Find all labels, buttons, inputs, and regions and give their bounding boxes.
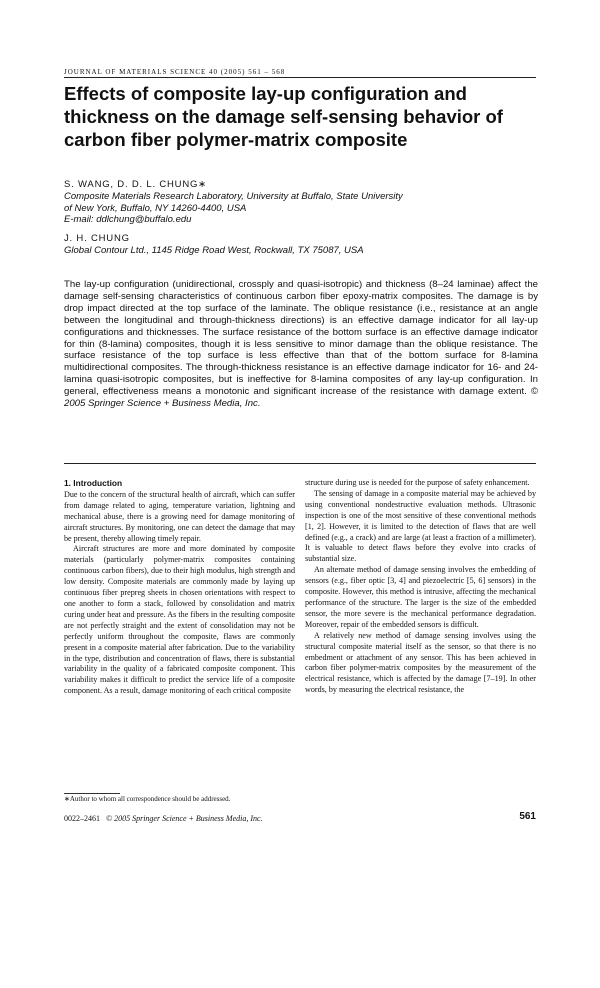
abstract-text: The lay-up configuration (unidirectional, crossply and quasi-isotropic) and thickness (8–24 laminae) affect the damage self-sensing characteristics of continuous carbon fiber epoxy-matrix composites. The damage is by drop impact directed at the top surface of the laminate. The oblique resistance (i.e., resistance at an angle between the longitudinal and through-thickness directions) is an effective damage indicator for all lay-up configurations and thicknesses. The surface resistance of the bottom surface is an effective damage indicator for thin (8-lamina) composites, though it is less sensitive to minor damage than the oblique resistance. The surface resistance of the top surface is less effective than that of the bottom surface for 8-lamina multidirectional composites. The through-thickness resistance is an effective damage indicator for 16- and 24-lamina quasi-isotropic composites, but is ineffective for 8-lamina composites of any lay-up configuration. In general, effectiveness means a monotonic and significant increase of the resistance with damage extent. <box>64 279 538 398</box>
abstract-rule <box>64 463 536 464</box>
journal-running-header: JOURNAL OF MATERIALS SCIENCE 40 (2005) 561 – 568 <box>64 68 286 76</box>
body-paragraph: structure during use is needed for the purpose of safety enhancement. <box>305 478 530 487</box>
affiliation-line: Composite Materials Research Laboratory, University at Buffalo, State University <box>64 191 403 202</box>
header-rule <box>64 77 536 78</box>
author-affiliation-1 <box>64 191 536 226</box>
body-paragraph: Due to the concern of the structural health of aircraft, which can suffer from damage related to aging, temperature variation, lightning and mechanical abuse, there is a growing need for damage monitoring of aircraft structures. By monitoring, one can detect the damage that may be present, thereby allowing timely repair. <box>64 489 295 543</box>
page-number: 561 <box>519 811 536 822</box>
footer-copyright: © 2005 Springer Science + Business Media, Inc. <box>106 814 263 823</box>
abstract-copyright: © 2005 Springer Science + Business Media, Inc. <box>64 386 538 410</box>
body-paragraph: An alternate method of damage sensing involves the embedding of sensors (e.g., fiber optic [3, 4] and piezoelectric [5, 6] sensors) in the composite. However, this method is intrusive, affecting the mechanical performance of the structure. The larger is the size of the embedded sensor, the more severe is the mechanical performance degradation. Moreover, repair of the embedded sensors is difficult. <box>305 565 536 629</box>
footnote: ∗Author to whom all correspondence should be addressed. <box>64 795 231 803</box>
body-paragraph: A relatively new method of damage sensing involves using the structural composite material itself as the sensor, so that there is no embedment or attachment of any sensor. This has been achieved in carbon fiber polymer-matrix composites by the measurement of the electrical resistance, which is affected by the damage [7–19]. In other words, by measuring the electrical resistance, the <box>305 630 536 695</box>
author-affiliation-2 <box>64 245 536 257</box>
author-names-2: J. H. CHUNG <box>64 233 130 244</box>
section-heading: 1. Introduction <box>64 478 123 488</box>
body-column-left <box>64 478 295 697</box>
email-address[interactable]: E-mail: ddlchung@buffalo.edu <box>64 214 192 225</box>
affiliation-line: of New York, Buffalo, NY 14260-4400, USA <box>64 202 247 214</box>
body-paragraph: Aircraft structures are more and more dominated by composite materials (particularly polymer-matrix composites containing continuous carbon fibers), due to their high modulus, high strength and low density. Composite materials are commonly made by laying up continuous fiber prepreg sheets in chosen orientations with respect to one another to form a stack, followed by consolidation and matrix curing under heat and pressure. As the fibers in the resulting composite are not perfectly straight and the extent of consolidation may not be perfectly uniform throughout the composite, flaws are commonly present in a composite material after fabrication. Due to the variability in the type, distribution and concentration of flaws, there is substantial variability in the quality of a fabricated composite component. This variability makes it difficult to predict the service life of a composite component. As a result, damage monitoring of each critical composite <box>64 544 295 696</box>
author-names-1: S. WANG, D. D. L. CHUNG∗ <box>64 179 207 190</box>
page-footer <box>64 814 263 823</box>
abstract <box>64 279 538 410</box>
body-column-right <box>305 478 536 696</box>
issn-code: 0022–2461 <box>64 814 100 823</box>
paper-title: Effects of composite lay-up configuration and thickness on the damage self-sensing behavior of carbon fiber polymer-matrix composite <box>64 83 503 150</box>
footnote-rule <box>64 793 120 794</box>
affiliation-line: Global Contour Ltd., 1145 Ridge Road West, Rockwall, TX 75087, USA <box>64 245 364 256</box>
body-paragraph: The sensing of damage in a composite material may be achieved by using conventional nondestructive evaluation methods. Ultrasonic inspection is one of the most sensitive of these conventional methods [1, 2]. However, it is limited to the detection of flaws that are well defined (e.g., a crack) and are large (at least a fraction of a millimeter). It is valuable to detect flaws before they evolve into cracks of substantial size. <box>305 488 536 564</box>
